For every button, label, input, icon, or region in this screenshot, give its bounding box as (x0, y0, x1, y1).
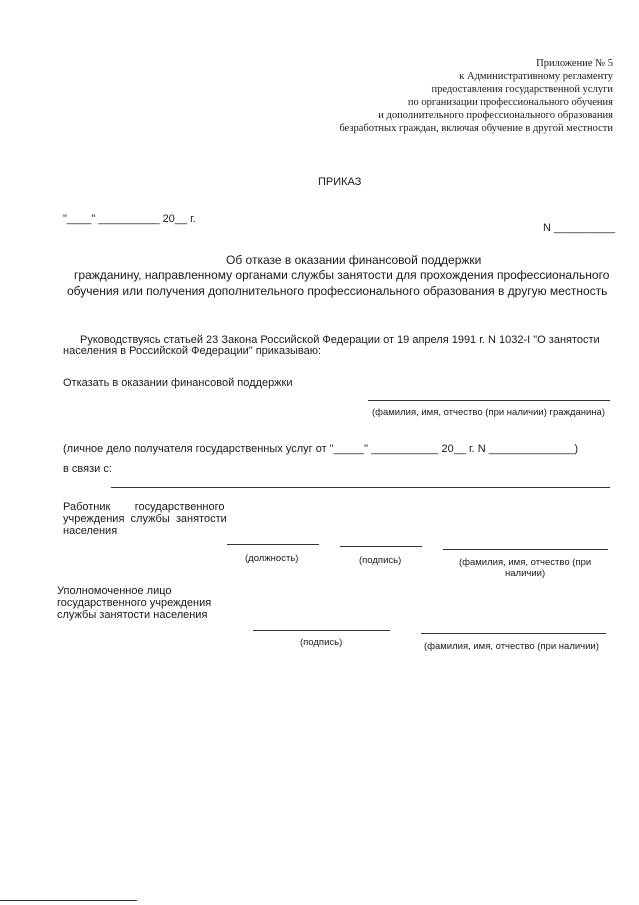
header-line-4: по организации профессионального обучения (407, 97, 613, 108)
citizen-name-line (368, 400, 610, 401)
subject-line-1: Об отказе в оказании финансовой поддержки (226, 253, 482, 267)
header-line-1: Приложение № 5 (536, 58, 613, 69)
header-line-6: безработных граждан, включая обучение в другой местности (339, 123, 613, 134)
worker-caption-name-2: наличии) (505, 568, 546, 579)
preamble-line-2: населения в Российской Федерации" приказываю: (63, 345, 322, 357)
subject-line-3: обучения или получения дополнительного профессионального образования в другую местность (67, 284, 608, 298)
worker-caption-name-1: (фамилия, имя, отчество (при (459, 557, 592, 568)
worker-line-3: населения (63, 525, 118, 537)
worker-caption-signature: (подпись) (359, 555, 402, 566)
authorized-line-2: государственного учреждения (57, 597, 212, 609)
subject-line-2: гражданину, направленному органами службы занятости для прохождения профессионального (74, 268, 610, 282)
worker-name-line (443, 549, 608, 550)
date-line: "____" __________ 20__ г. (63, 213, 196, 225)
worker-line-2: учреждения службы занятости (63, 513, 227, 525)
worker-caption-position: (должность) (245, 553, 299, 564)
header-line-3: предоставления государственной услуги (431, 84, 613, 95)
number-line: N __________ (543, 222, 616, 234)
worker-signature-line (340, 546, 422, 547)
authorized-line-3: службы занятости населения (57, 609, 208, 621)
reason-line (111, 487, 610, 488)
personal-file-line: (личное дело получателя государственных услуг от "_____" ___________ 20__ г. N ______________) (63, 443, 579, 455)
authorized-line-1: Уполномоченное лицо (57, 585, 172, 597)
header-line-5: и дополнительного профессионального образования (378, 110, 613, 121)
authorized-caption-signature: (подпись) (300, 637, 343, 648)
authorized-signature-line (253, 630, 390, 631)
authorized-caption-name: (фамилия, имя, отчество (при наличии) (424, 641, 599, 652)
authorized-name-line (421, 633, 606, 634)
worker-position-line (227, 544, 319, 545)
document-title: ПРИКАЗ (318, 176, 362, 188)
reason-label: в связи с: (63, 463, 112, 475)
citizen-caption: (фамилия, имя, отчество (при наличии) гражданина) (372, 407, 606, 418)
footnote-separator (0, 900, 137, 901)
worker-line-1: Работник государственного (63, 501, 225, 513)
header-line-2: к Административному регламенту (459, 71, 613, 82)
preamble-line-1: Руководствуясь статьей 23 Закона Российской Федерации от 19 апреля 1991 г. N 1032-I "О занятости (80, 334, 600, 346)
refuse-label: Отказать в оказании финансовой поддержки (63, 377, 293, 389)
